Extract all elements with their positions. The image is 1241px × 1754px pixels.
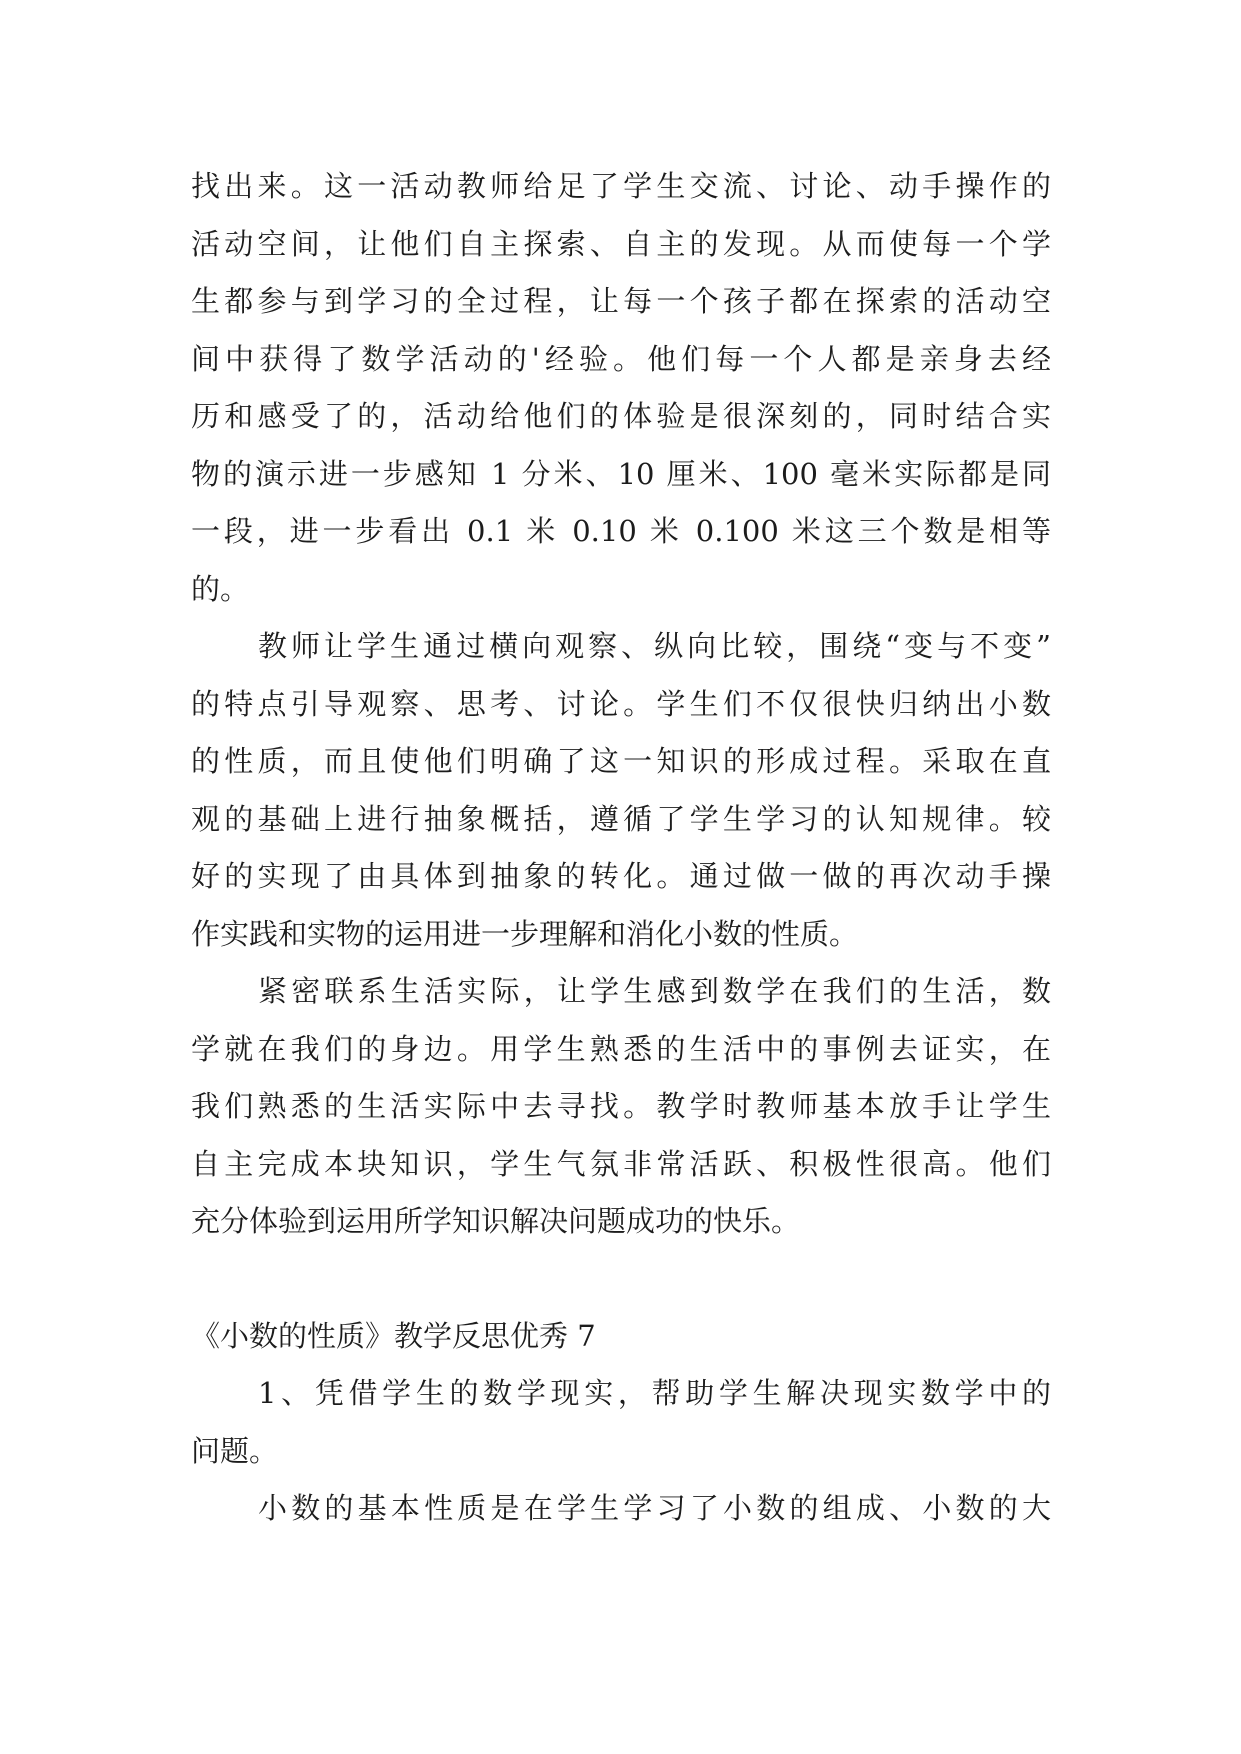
text-line: 自主完成本块知识，学生气氛非常活跃、积极性很高。他们 bbox=[191, 1146, 1051, 1181]
text-line: 我们熟悉的生活实际中去寻找。教学时教师基本放手让学生 bbox=[191, 1089, 1051, 1123]
paragraph-3 bbox=[191, 963, 1051, 1251]
section-paragraph-2 bbox=[191, 1480, 1051, 1538]
text-line: 充分体验到运用所学知识解决问题成功的快乐。 bbox=[191, 1204, 801, 1238]
text-line: 生都参与到学习的全过程，让每一个孩子都在探索的活动空 bbox=[191, 284, 1051, 318]
text-line: 紧密联系生活实际，让学生感到数学在我们的生活，数 bbox=[258, 974, 1051, 1008]
text-line: 问题。 bbox=[191, 1433, 279, 1468]
text-line: 观的基础上进行抽象概括，遵循了学生学习的认知规律。较 bbox=[191, 801, 1051, 836]
paragraph-2 bbox=[191, 618, 1051, 963]
text-line: 活动空间，让他们自主探索、自主的发现。从而使每一个学 bbox=[191, 226, 1051, 261]
text-line: 作实践和实物的运用进一步理解和消化小数的性质。 bbox=[191, 916, 859, 951]
section-paragraph-1 bbox=[191, 1365, 1051, 1480]
text-line: 1、凭借学生的数学现实，帮助学生解决现实数学中的 bbox=[258, 1376, 1051, 1410]
document-body bbox=[191, 158, 1051, 1538]
text-line: 物的演示进一步感知 1 分米、10 厘米、100 毫米实际都是同 bbox=[191, 456, 1051, 491]
text-line: 的性质，而且使他们明确了这一知识的形成过程。采取在直 bbox=[191, 744, 1051, 778]
text-line: 好的实现了由具体到抽象的转化。通过做一做的再次动手操 bbox=[191, 859, 1051, 893]
text-line: 历和感受了的，活动给他们的体验是很深刻的，同时结合实 bbox=[191, 399, 1051, 433]
section-title: 《小数的性质》教学反思优秀 7 bbox=[191, 1318, 596, 1353]
text-line: 学就在我们的身边。用学生熟悉的生活中的事例去证实，在 bbox=[191, 1031, 1051, 1066]
section-spacer bbox=[191, 1251, 1051, 1308]
paragraph-1 bbox=[191, 158, 1051, 618]
text-line: 小数的基本性质是在学生学习了小数的组成、小数的大 bbox=[258, 1491, 1051, 1525]
text-line: 的。 bbox=[191, 571, 250, 606]
text-line: 教师让学生通过横向观察、纵向比较，围绕“变与不变” bbox=[258, 629, 1051, 663]
text-line: 间中获得了数学活动的'经验。他们每一个人都是亲身去经 bbox=[191, 341, 1051, 376]
text-line: 的特点引导观察、思考、讨论。学生们不仅很快归纳出小数 bbox=[191, 686, 1051, 721]
text-line: 找出来。这一活动教师给足了学生交流、讨论、动手操作的 bbox=[191, 169, 1051, 203]
text-line: 一段，进一步看出 0.1 米 0.10 米 0.100 米这三个数是相等 bbox=[191, 514, 1051, 548]
